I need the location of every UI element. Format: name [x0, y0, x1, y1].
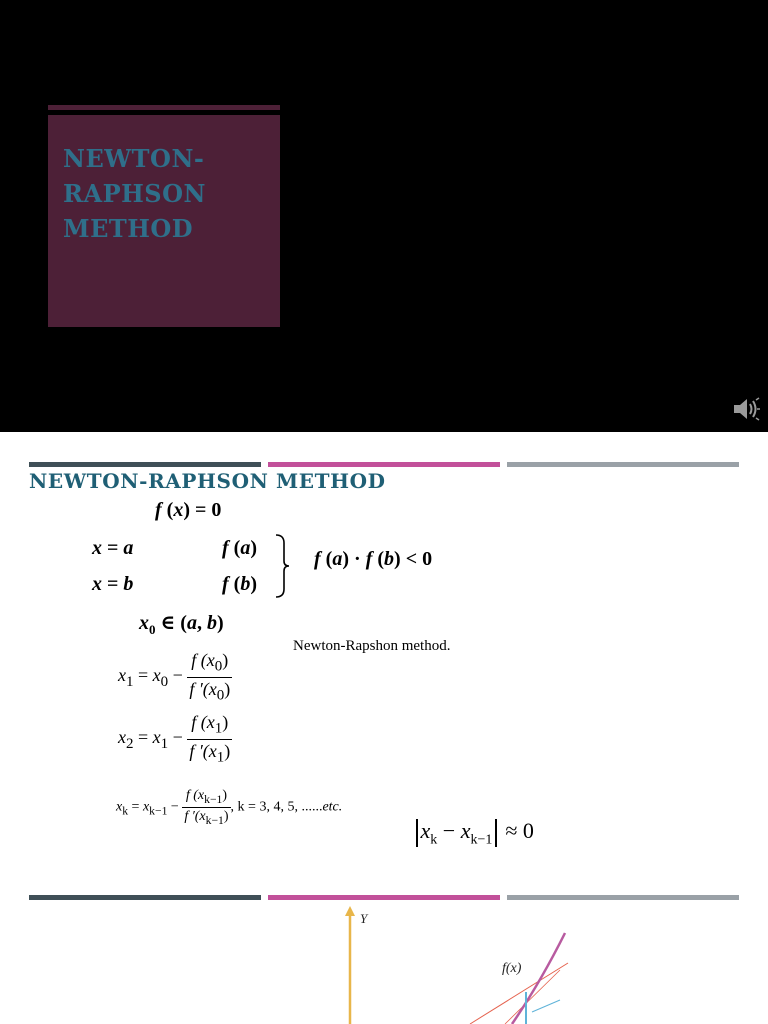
drop-line [532, 1000, 560, 1012]
equation-x-eq-a: x = a [92, 537, 134, 559]
title-line: METHOD [63, 214, 194, 243]
header-bar-dark [29, 462, 261, 467]
stopping-criterion: $x_k - x_{k-1} \approx 0$ [413, 818, 534, 848]
header-bar-gray [507, 462, 739, 467]
function-curve [512, 933, 565, 1024]
iteration-xk: $x_k = x_{k-1}$ − $\frac{f (x_{k-1})}{f '(x_{k-1})}$ , k = 3, 4, 5, ......etc. [116, 788, 343, 827]
iteration-x1: $x_1 = x_0$ − $\frac{f (x_0)}{f '(x_0)}$ [118, 650, 231, 704]
sign-change-condition: f (a) · f (b) < 0 [314, 548, 433, 570]
curve-label: f(x) [502, 961, 522, 976]
method-note: Newton-Rapshon method. [293, 638, 451, 654]
slide-title [63, 141, 273, 246]
graph-slide [0, 888, 768, 1024]
slide-heading: NEWTON-RAPHSON METHOD [29, 469, 386, 493]
newton-graph [0, 888, 768, 1024]
title-box [48, 115, 280, 327]
right-brace [274, 533, 290, 599]
title-line: RAPHSON [63, 179, 206, 208]
iteration-x2: $x_2 = x_1$ − $\frac{f (x_1)}{f '(x_1)}$ [118, 712, 231, 766]
title-slide [0, 0, 768, 432]
title-accent-rule [48, 105, 280, 110]
initial-guess-interval: $x_0$ ∈ (a, b) [139, 612, 224, 637]
y-axis-label: Y [360, 911, 368, 926]
equation-x-eq-b: x = b [92, 573, 134, 595]
y-axis-arrow [345, 906, 355, 916]
header-bar-pink [268, 462, 500, 467]
speaker-icon[interactable] [731, 395, 761, 423]
equation-f-of-b: f (b) [222, 573, 258, 595]
equation-f-of-a: f (a) [222, 537, 258, 559]
method-slide [0, 432, 768, 888]
equation-fx-zero: f (x) = 0 [155, 499, 222, 521]
title-line: NEWTON- [63, 144, 205, 173]
